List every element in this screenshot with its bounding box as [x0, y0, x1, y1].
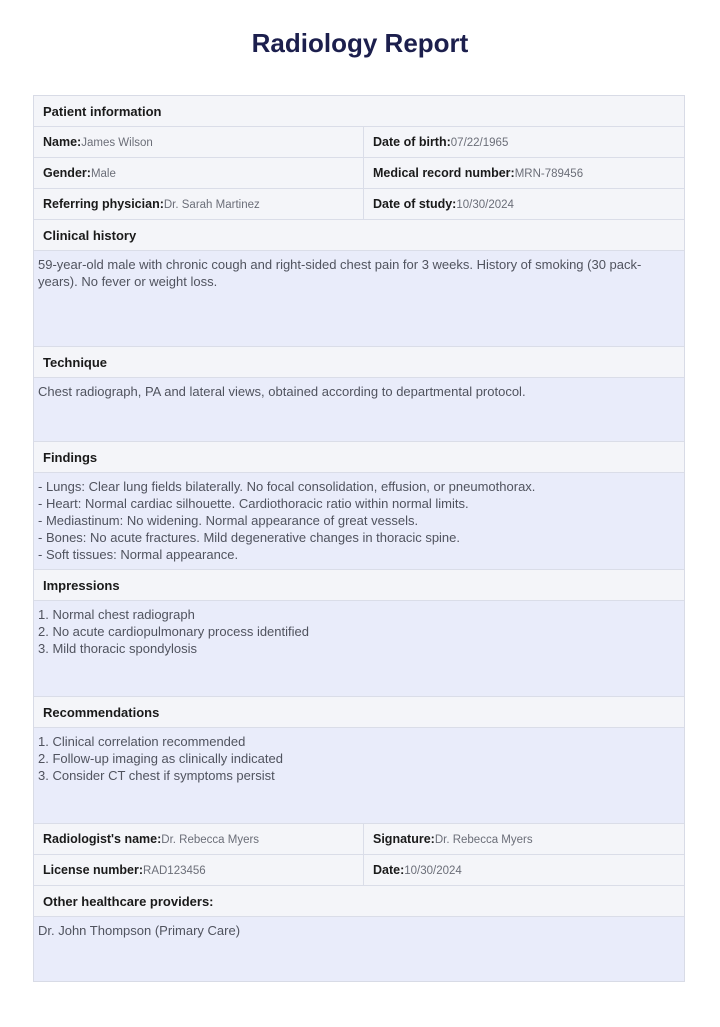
license-label: License number:	[43, 863, 144, 877]
license-field[interactable]	[34, 855, 364, 885]
patient-info-heading: Patient information	[34, 96, 684, 127]
patient-row-3	[34, 189, 684, 220]
recommendations-heading: Recommendations	[34, 697, 684, 728]
signature-value: Dr. Rebecca Myers	[434, 834, 533, 846]
license-value: RAD123456	[143, 865, 206, 877]
other-providers-heading: Other healthcare providers:	[34, 886, 684, 917]
impressions-line: 3. Mild thoracic spondylosis	[38, 641, 197, 656]
findings-line: - Bones: No acute fractures. Mild degenerative changes in thoracic spine.	[38, 530, 461, 545]
clinical-history-heading: Clinical history	[34, 220, 684, 251]
impressions-heading: Impressions	[34, 570, 684, 601]
recommendations-field[interactable]	[34, 728, 684, 824]
study-date-field[interactable]	[364, 189, 684, 219]
gender-label: Gender:	[43, 166, 91, 180]
name-field[interactable]	[34, 127, 364, 157]
patient-row-1	[34, 127, 684, 158]
findings-heading: Findings	[34, 442, 684, 473]
name-value: James Wilson	[81, 137, 153, 149]
technique-heading: Technique	[34, 347, 684, 378]
gender-field[interactable]	[34, 158, 364, 188]
study-date-label: Date of study:	[373, 197, 457, 211]
mrn-field[interactable]	[364, 158, 684, 188]
signature-field[interactable]	[364, 824, 684, 854]
radiologist-label: Radiologist's name:	[43, 832, 162, 846]
clinical-history-field[interactable]	[34, 251, 684, 347]
findings-line: - Lungs: Clear lung fields bilaterally. No focal consolidation, effusion, or pneumothorax.	[38, 479, 536, 494]
technique-text: Chest radiograph, PA and lateral views, obtained according to departmental protocol.	[38, 384, 526, 399]
physician-value: Dr. Sarah Martinez	[163, 199, 260, 211]
other-providers-field[interactable]	[34, 917, 684, 981]
dob-field[interactable]	[364, 127, 684, 157]
radiologist-value: Dr. Rebecca Myers	[161, 834, 260, 846]
findings-line: - Soft tissues: Normal appearance.	[38, 547, 239, 562]
recommendations-line: 2. Follow-up imaging as clinically indicated	[38, 751, 283, 766]
clinical-history-text: 59-year-old male with chronic cough and right-sided chest pain for 3 weeks. History of smoking (30 pack-years). No fever or weight loss.	[38, 257, 642, 289]
page-title: Radiology Report	[251, 28, 469, 58]
signature-label: Signature:	[373, 832, 435, 846]
mrn-value: MRN-789456	[514, 168, 584, 180]
name-label: Name:	[43, 135, 82, 149]
signoff-date-label: Date:	[373, 863, 405, 877]
findings-field[interactable]	[34, 473, 684, 570]
impressions-line: 2. No acute cardiopulmonary process identified	[38, 624, 309, 639]
study-date-value: 10/30/2024	[456, 199, 514, 211]
mrn-label: Medical record number:	[373, 166, 515, 180]
signoff-date-field[interactable]	[364, 855, 684, 885]
dob-value: 07/22/1965	[450, 137, 509, 149]
physician-field[interactable]	[34, 189, 364, 219]
signoff-row-2	[34, 855, 684, 886]
technique-field[interactable]	[34, 378, 684, 442]
patient-row-2	[34, 158, 684, 189]
radiologist-field[interactable]	[34, 824, 364, 854]
physician-label: Referring physician:	[43, 197, 164, 211]
findings-line: - Heart: Normal cardiac silhouette. Cardiothoracic ratio within normal limits.	[38, 496, 469, 511]
recommendations-line: 3. Consider CT chest if symptoms persist	[38, 768, 275, 783]
other-providers-text: Dr. John Thompson (Primary Care)	[38, 923, 241, 938]
signoff-row-1	[34, 824, 684, 855]
dob-label: Date of birth:	[373, 135, 451, 149]
gender-value: Male	[90, 168, 116, 180]
impressions-field[interactable]	[34, 601, 684, 697]
report-form	[33, 95, 685, 982]
signoff-date-value: 10/30/2024	[404, 865, 462, 877]
findings-line: - Mediastinum: No widening. Normal appearance of great vessels.	[38, 513, 419, 528]
recommendations-line: 1. Clinical correlation recommended	[38, 734, 246, 749]
impressions-line: 1. Normal chest radiograph	[38, 607, 195, 622]
